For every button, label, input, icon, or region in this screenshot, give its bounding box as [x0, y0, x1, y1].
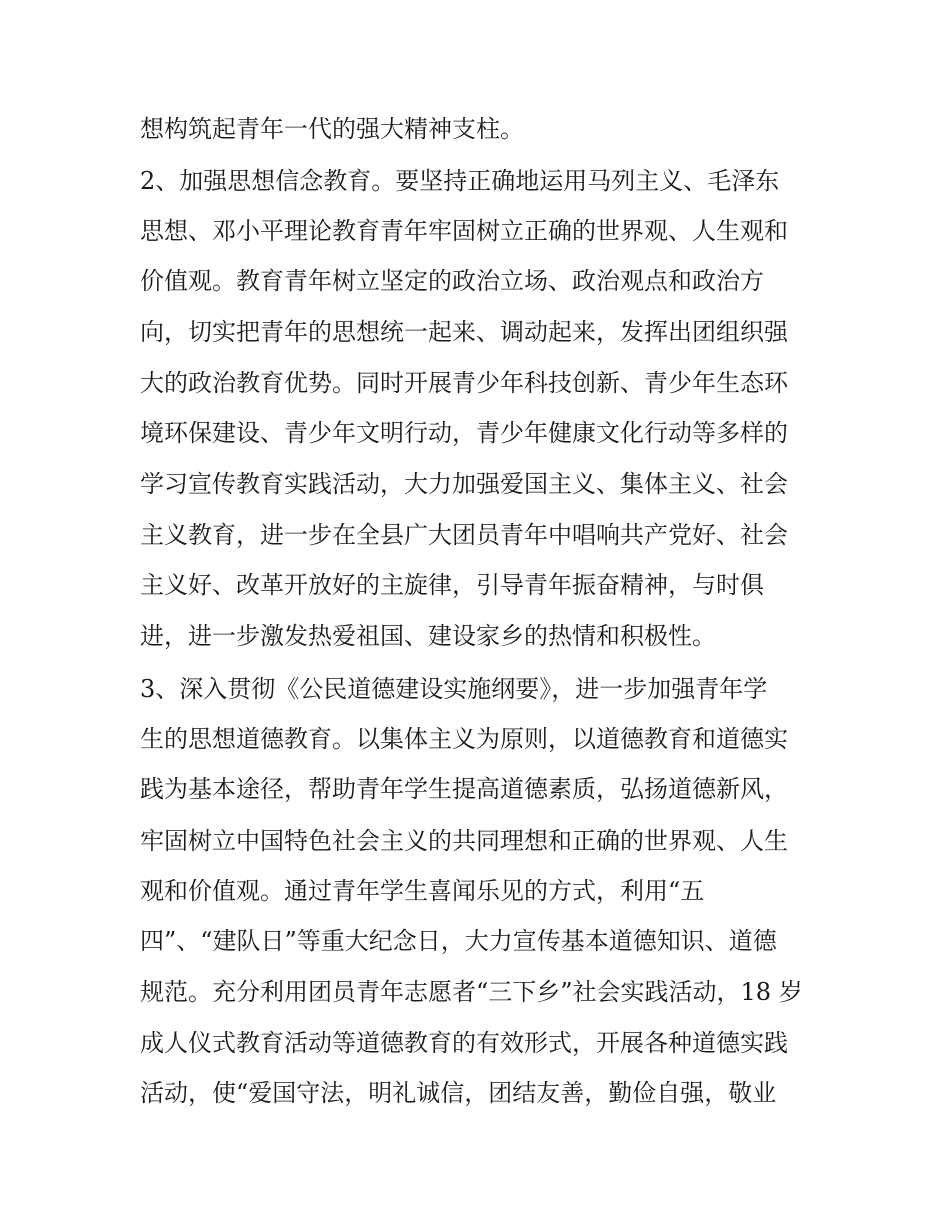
text-line: 活动，使“爱国守法，明礼诚信，团结友善，勤俭自强，敬业	[140, 1079, 777, 1107]
text-line: 牢固树立中国特色社会主义的共同理想和正确的世界观、人生	[140, 827, 788, 855]
text-line: 3、深入贯彻《公民道德建设实施纲要》，进一步加强青年学	[140, 675, 768, 703]
text-line: 观和价值观。通过青年学生喜闻乐见的方式，利用“五	[140, 877, 705, 905]
text-line: 想构筑起青年一代的强大精神支柱。	[140, 115, 524, 143]
text-line: 2、加强思想信念教育。要坚持正确地运用马列主义、毛泽东	[140, 167, 780, 195]
text-line: 进，进一步激发热爱祖国、建设家乡的热情和积极性。	[140, 622, 716, 650]
text-line: 主义好、改革开放好的主旋律，引导青年振奋精神，与时俱	[140, 571, 764, 599]
text-line: 四”、“建队日”等重大纪念日，大力宣传基本道德知识、道德	[140, 927, 777, 955]
text-line: 境环保建设、青少年文明行动，青少年健康文化行动等多样的	[140, 419, 788, 447]
text-line: 向，切实把青年的思想统一起来、调动起来，发挥出团组织强	[140, 318, 788, 346]
text-line: 主义教育，进一步在全县广大团员青年中唱响共产党好、社会	[140, 521, 788, 549]
text-line: 思想、邓小平理论教育青年牢固树立正确的世界观、人生观和	[140, 217, 788, 245]
text-line: 规范。充分利用团员青年志愿者“三下乡”社会实践活动，18 岁	[140, 978, 803, 1006]
text-line: 价值观。教育青年树立坚定的政治立场、政治观点和政治方	[140, 267, 764, 295]
text-line: 成人仪式教育活动等道德教育的有效形式，开展各种道德实践	[140, 1029, 788, 1057]
text-line: 践为基本途径，帮助青年学生提高道德素质，弘扬道德新风，	[140, 775, 788, 803]
text-line: 学习宣传教育实践活动，大力加强爱国主义、集体主义、社会	[140, 470, 788, 498]
text-line: 生的思想道德教育。以集体主义为原则，以道德教育和道德实	[140, 725, 788, 753]
text-line: 大的政治教育优势。同时开展青少年科技创新、青少年生态环	[140, 369, 788, 397]
